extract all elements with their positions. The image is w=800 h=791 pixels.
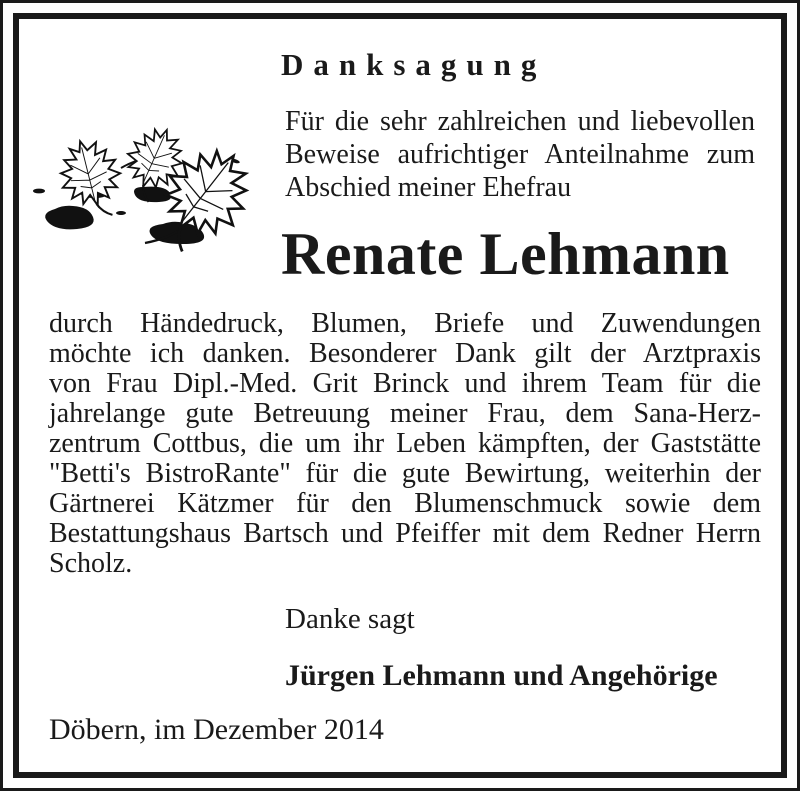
maple-leaves-icon <box>25 121 271 261</box>
deceased-name: Renate Lehmann <box>281 221 730 287</box>
body-line: zentrum Cottbus, die um ihr Leben kämpften, der Gaststätte <box>49 428 761 459</box>
body-line: möchte ich danken. Besonderer Dank gilt der Arztpraxis <box>49 338 761 369</box>
body-line: jahrelange gute Betreuung meiner Frau, dem Sana-Herz- <box>49 398 761 429</box>
signature-line: Jürgen Lehmann und Angehörige <box>285 659 718 692</box>
body-line: Bestattungshaus Bartsch und Pfeiffer mit dem Redner Herrn <box>49 518 761 549</box>
body-line: Scholz. <box>49 548 133 579</box>
body-paragraph <box>49 309 761 579</box>
intro-line: Abschied meiner Ehefrau <box>285 172 572 203</box>
intro-line: Beweise aufrichtiger Anteilnahme zum <box>285 139 755 170</box>
body-line: "Betti's BistroRante" für die gute Bewirtung, weiterhin der <box>49 458 761 489</box>
notice-title: Danksagung <box>281 47 547 82</box>
notice-inner-frame <box>13 13 787 778</box>
place-date-line: Döbern, im Dezember 2014 <box>49 713 384 746</box>
intro-line: Für die sehr zahlreichen und liebevollen <box>285 106 755 137</box>
closing-phrase: Danke sagt <box>285 603 415 635</box>
body-line: durch Händedruck, Blumen, Briefe und Zuwendungen <box>49 308 761 339</box>
body-line: Gärtnerei Kätzmer für den Blumenschmuck sowie dem <box>49 488 761 519</box>
intro-paragraph <box>285 105 755 204</box>
body-line: von Frau Dipl.-Med. Grit Brinck und ihrem Team für die <box>49 368 761 399</box>
